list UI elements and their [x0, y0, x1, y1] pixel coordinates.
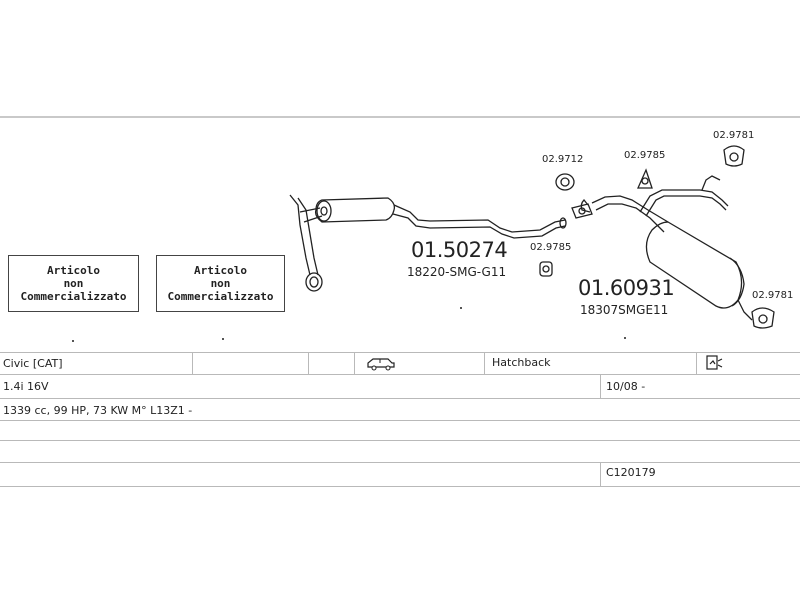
hanger-bottom-number: 02.9785: [530, 242, 572, 253]
engine: 1.4i 16V: [3, 380, 49, 393]
mount-top-number: 02.9781: [713, 130, 755, 141]
table-row: [0, 374, 800, 375]
box-line-1: Articolo: [47, 264, 100, 277]
vehicle-table: [0, 352, 800, 492]
box-line-1: Articolo: [194, 264, 247, 277]
front-pipe-oem: 18220-SMG-G11: [407, 265, 507, 279]
production-date: 10/08 -: [606, 380, 646, 393]
dot-marker: [460, 307, 462, 309]
box-line-3: Commercializzato: [167, 290, 274, 303]
box-line-2: non: [63, 277, 84, 290]
rear-silencer-oem: 18307SMGE11: [580, 303, 669, 317]
table-row: [0, 420, 800, 421]
dot-marker: [624, 337, 626, 339]
rear-silencer-number: 01.60931: [578, 276, 675, 300]
table-row: [0, 398, 800, 399]
engine-spec: 1339 cc, 99 HP, 73 KW M° L13Z1 -: [3, 404, 193, 417]
column-divider: [484, 352, 485, 374]
mount-right-number: 02.9781: [752, 290, 794, 301]
table-row: [0, 352, 800, 353]
hanger-top-drawing: [638, 170, 652, 188]
model-name: Civic [CAT]: [3, 357, 63, 370]
hanger-top-number: 02.9785: [624, 150, 666, 161]
dot-marker: [222, 338, 224, 340]
box-line-2: non: [210, 277, 231, 290]
mount-right-drawing: [752, 308, 774, 328]
column-divider: [192, 352, 193, 374]
column-divider: [308, 352, 309, 374]
gasket-number: 02.9712: [542, 154, 584, 165]
column-divider: [600, 462, 601, 486]
document-icon: [706, 355, 724, 374]
column-divider: [696, 352, 697, 374]
column-divider: [354, 352, 355, 374]
table-row: [0, 440, 800, 441]
mount-top-drawing: [724, 146, 744, 166]
column-divider: [600, 374, 601, 398]
table-row: [0, 462, 800, 463]
car-icon: [366, 357, 396, 374]
gasket-drawing: [556, 174, 574, 190]
hanger-bottom-drawing: [540, 262, 552, 276]
front-pipe-number: 01.50274: [411, 238, 508, 262]
body-type: Hatchback: [492, 356, 551, 369]
box-line-3: Commercializzato: [20, 290, 127, 303]
table-row: [0, 486, 800, 487]
flange-drawing: [572, 204, 592, 218]
catalog-code: C120179: [606, 466, 656, 479]
dot-marker: [72, 340, 74, 342]
